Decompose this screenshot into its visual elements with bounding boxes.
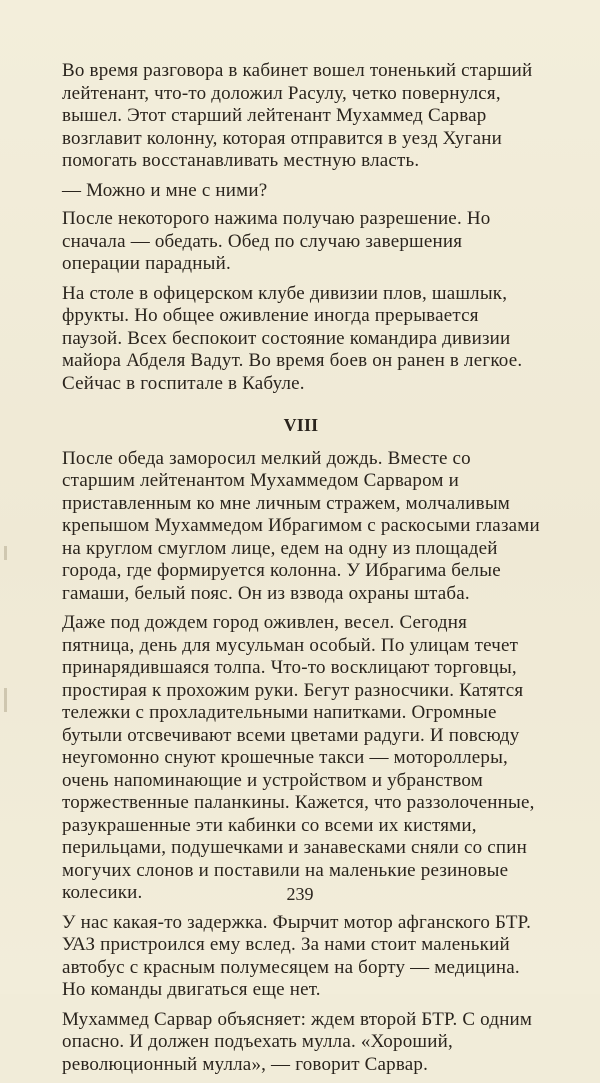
margin-mark [4, 688, 7, 712]
paragraph: После обеда заморосил мелкий дождь. Вместе со старшим лейтенантом Мухаммедом Сарваром и приставленным ко мне личным стражем, молчаливым крепышом Мухаммедом Ибрагимом с раскосыми глазами на круглом смуглом лице, едем на одну из площадей города, где формируется колонна. У Ибрагима белые гамаши, белый пояс. Он из взвода охраны штаба. [62, 447, 540, 604]
section-heading: VIII [283, 415, 319, 435]
margin-mark [4, 546, 7, 560]
paragraph: После некоторого нажима получаю разрешение. Но сначала — обедать. Обед по случаю завершения операции парадный. [62, 208, 491, 274]
paragraph: — Можно и мне с ними? [62, 179, 268, 201]
paragraph: Даже под дождем город оживлен, весел. Сегодня пятница, день для мусульман особый. По улицам течет принарядившаяся толпа. Что-то восклицают торговцы, простирая к прохожим руки. Бегут разносчики. Катятся тележки с прохладительными напитками. Огромные бутыли отсвечивают всеми цветами радуги. И повсюду неугомонно снуют крошечные такси — мотороллеры, очень напоминающие и устройством и убранством торжественные паланкины. Кажется, что раззолоченные, разукрашенные эти кабинки со всеми их кистями, перильцами, подушечками и занавесками сняли со спин могучих слонов и поставили на маленькие резиновые колесики. [62, 612, 535, 903]
paragraph: Мухаммед Сарвар объясняет: ждем второй БТР. С одним опасно. И должен подъехать мулла. «Хороший, революционный мулла», — говорит Сарвар. [62, 1008, 533, 1075]
page-text [62, 60, 540, 1083]
page-number: 239 [286, 884, 314, 904]
paragraph: У нас какая-то задержка. Фырчит мотор афганского БТР. УАЗ пристроился ему вслед. За нами стоит маленький автобус с красным полумесяцем на борту — медицина. Но команды двигаться еще нет. [62, 911, 532, 1000]
paragraph: Во время разговора в кабинет вошел тоненький старший лейтенант, что-то доложил Расулу, четко повернулся, вышел. Этот старший лейтенант Мухаммед Сарвар возглавит колонну, которая отправится в уезд Хугани помогать восстанавливать местную власть. [62, 60, 533, 171]
paragraph: На столе в офицерском клубе дивизии плов, шашлык, фрукты. Но общее оживление иногда прерывается паузой. Всех беспокоит состояние командира дивизии майора Абделя Вадут. Во время боев он ранен в легкое. Сейчас в госпитале в Кабуле. [62, 282, 523, 394]
